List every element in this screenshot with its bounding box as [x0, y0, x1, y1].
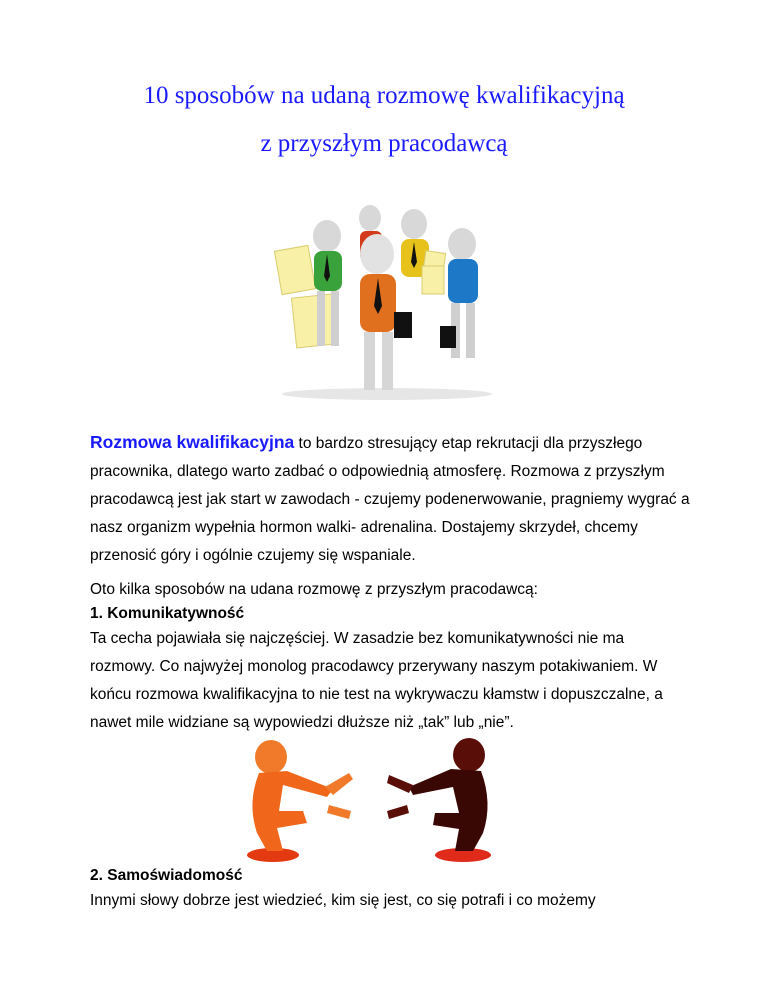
section-1-line: Ta cecha pojawiała się najczęściej. W zasadzie bez komunikatywności nie ma — [90, 630, 625, 647]
section-2-line: Innymi słowy dobrze jest wiedzieć, kim się jest, co się potrafi i co możemy — [90, 892, 596, 909]
section-1-line: końcu rozmowa kwalifikacyjna to nie test na wykrywaczu kłamstw i dopuszczalne, a — [90, 686, 663, 703]
section-1-line: rozmowy. Co najwyżej monolog pracodawcy przerywany naszym potakiwaniem. W — [90, 658, 658, 675]
conversation-illustration — [237, 733, 500, 863]
document-title-line-1: 10 sposobów na udaną rozmowę kwalifikacyjną — [143, 82, 625, 109]
section-1-line: nawet mile widziane są wypowiedzi dłuższe niż „tak” lub „nie”. — [90, 714, 514, 731]
intro-lead-phrase: Rozmowa kwalifikacyjna — [90, 432, 295, 452]
section-heading-2: 2. Samoświadomość — [90, 867, 243, 884]
intro-text: to bardzo stresujący etap rekrutacji dla przyszłego pracownika, dlatego warto zadbać o odpowiednią atmosferę. Rozmowa z przyszłym pracodawcą jest jak start w zawodach - czujemy podenerwowanie, pragniemy wygrać a nasz organizm wypełnia hormon walki- adrenalina. Dostajemy skrzydeł, chcemy przenosić góry i ogólnie czujemy się wspaniale. — [90, 435, 690, 564]
business-people-illustration — [272, 196, 498, 400]
intro-paragraph — [90, 428, 690, 570]
document-title-line-2: z przyszłym pracodawcą — [260, 130, 508, 157]
list-intro: Oto kilka sposobów na udana rozmowę z przyszłym pracodawcą: — [90, 581, 538, 598]
section-heading-1: 1. Komunikatywność — [90, 605, 245, 622]
